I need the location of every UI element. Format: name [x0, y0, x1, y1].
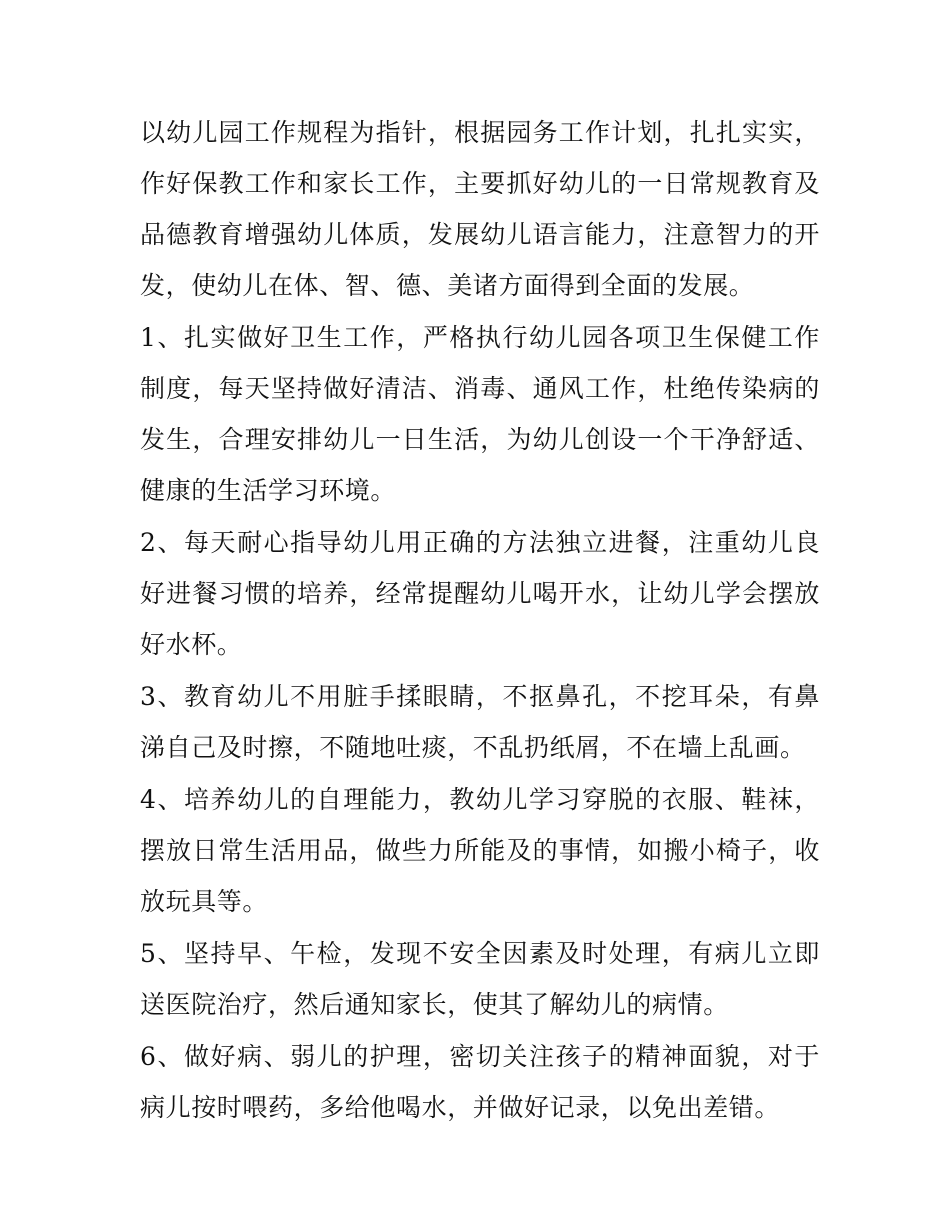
item-5-health-check: 5、坚持早、午检，发现不安全因素及时处理，有病儿立即送医院治疗，然后通知家长，使其了解幼儿的病情。: [140, 939, 820, 1019]
document-body: [140, 107, 820, 1134]
item-4-self-care: 4、培养幼儿的自理能力，教幼儿学习穿脱的衣服、鞋袜，摆放日常生活用品，做些力所能及的事情，如搬小椅子，收放玩具等。: [140, 785, 820, 916]
item-3-habits: 3、教育幼儿不用脏手揉眼睛，不抠鼻孔，不挖耳朵，有鼻涕自己及时擦，不随地吐痰，不乱扔纸屑，不在墙上乱画。: [140, 682, 820, 762]
intro-paragraph: 以幼儿园工作规程为指针，根据园务工作计划，扎扎实实，作好保教工作和家长工作，主要抓好幼儿的一日常规教育及品德教育增强幼儿体质，发展幼儿语言能力，注意智力的开发，使幼儿在体、智、德、美诸方面得到全面的发展。: [140, 118, 820, 300]
item-1-hygiene: 1、扎实做好卫生工作，严格执行幼儿园各项卫生保健工作制度，每天坚持做好清洁、消毒、通风工作，杜绝传染病的发生，合理安排幼儿一日生活，为幼儿创设一个干净舒适、健康的生活学习环境。: [140, 323, 820, 505]
item-2-eating: 2、每天耐心指导幼儿用正确的方法独立进餐，注重幼儿良好进餐习惯的培养，经常提醒幼儿喝开水，让幼儿学会摆放好水杯。: [140, 528, 820, 659]
item-6-sick-care: 6、做好病、弱儿的护理，密切关注孩子的精神面貌，对于病儿按时喂药，多给他喝水，并做好记录，以免出差错。: [140, 1042, 820, 1122]
